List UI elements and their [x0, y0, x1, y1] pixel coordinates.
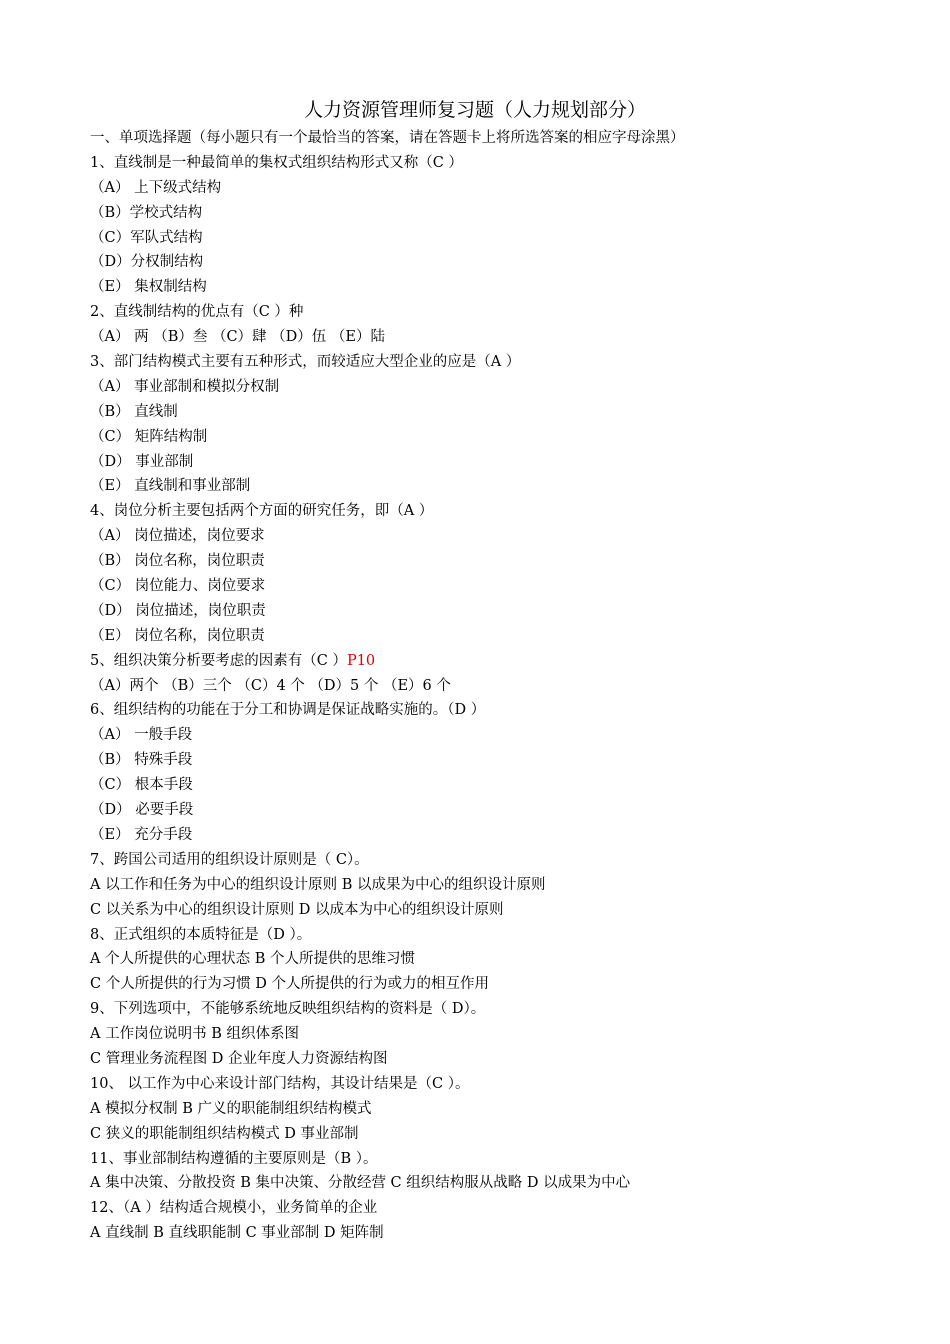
line-text: 5、组织决策分析要考虑的因素有（C ） — [90, 652, 347, 669]
line-text: （C） 矩阵结构制 — [90, 428, 208, 445]
line-text: C 管理业务流程图 D 企业年度人力资源结构图 — [90, 1050, 388, 1067]
document-line — [90, 499, 920, 524]
document-line — [90, 1122, 920, 1147]
document-line — [90, 898, 920, 923]
line-text: 8、正式组织的本质特征是（D ）。 — [90, 926, 312, 943]
line-text: A 以工作和任务为中心的组织设计原则 B 以成果为中心的组织设计原则 — [90, 876, 546, 893]
line-text: （C） 岗位能力、岗位要求 — [90, 578, 266, 595]
document-line — [90, 624, 920, 649]
line-text: A 个人所提供的心理状态 B 个人所提供的思维习惯 — [90, 951, 415, 968]
line-text: （D） 事业部制 — [90, 453, 194, 470]
document-line — [90, 823, 920, 848]
document-line — [90, 1097, 920, 1122]
document-line — [90, 350, 920, 375]
line-text: A 集中决策、分散投资 B 集中决策、分散经营 C 组织结构服从战略 D 以成果为中心 — [90, 1175, 631, 1192]
line-text: （B） 直线制 — [90, 403, 178, 420]
document-line — [90, 375, 920, 400]
line-text: 4、岗位分析主要包括两个方面的研究任务，即（A ） — [90, 503, 434, 520]
document-line — [90, 524, 920, 549]
document-line — [90, 649, 920, 674]
document-line — [90, 947, 920, 972]
line-text: 6、组织结构的功能在于分工和协调是保证战略实施的。（D ） — [90, 702, 486, 719]
page-reference-note: P10 — [346, 652, 376, 669]
line-text: （D）分权制结构 — [90, 254, 204, 271]
line-text: （E） 充分手段 — [90, 826, 193, 843]
document-line — [90, 773, 920, 798]
line-text: （A） 一般手段 — [90, 727, 193, 744]
line-text: （B）学校式结构 — [90, 204, 203, 221]
document-line — [90, 275, 920, 300]
document-line — [90, 923, 920, 948]
line-text: （D） 必要手段 — [90, 802, 194, 819]
line-text: 11、事业部制结构遵循的主要原则是（B ）。 — [90, 1150, 378, 1167]
document-line — [90, 723, 920, 748]
line-text: （D） 岗位描述，岗位职责 — [90, 602, 266, 619]
line-text: 9、下列选项中，不能够系统地反映组织结构的资料是（ D）。 — [90, 1001, 486, 1018]
document-line — [90, 997, 920, 1022]
line-text: A 工作岗位说明书 B 组织体系图 — [90, 1026, 299, 1043]
line-text: （B） 特殊手段 — [90, 752, 193, 769]
document-line — [90, 1047, 920, 1072]
line-text: （A） 事业部制和模拟分权制 — [90, 378, 280, 395]
line-text: （C） 根本手段 — [90, 777, 193, 794]
line-text: C 以关系为中心的组织设计原则 D 以成本为中心的组织设计原则 — [90, 901, 504, 918]
line-text: 3、部门结构模式主要有五种形式，而较适应大型企业的应是（A ） — [90, 354, 521, 371]
document-line — [90, 1147, 920, 1172]
document-line — [90, 873, 920, 898]
line-text: （C）军队式结构 — [90, 229, 203, 246]
line-text: 2、直线制结构的优点有（C ）种 — [90, 304, 304, 321]
document-line — [90, 425, 920, 450]
line-text: （B） 岗位名称，岗位职责 — [90, 553, 265, 570]
document-line — [90, 674, 920, 699]
document-line — [90, 1072, 920, 1097]
document-line — [90, 250, 920, 275]
document-line — [90, 226, 920, 251]
document-line — [90, 1221, 920, 1246]
document-line — [90, 848, 920, 873]
line-text: （A） 岗位描述，岗位要求 — [90, 528, 265, 545]
line-text: C 狭义的职能制组织结构模式 D 事业部制 — [90, 1125, 359, 1142]
line-text: 10、 以工作为中心来设计部门结构，其设计结果是（C ）。 — [90, 1075, 470, 1092]
line-text: （A） 上下级式结构 — [90, 179, 222, 196]
document-body — [90, 126, 920, 1246]
document-line — [90, 698, 920, 723]
line-text: （E） 集权制结构 — [90, 279, 207, 296]
line-text: A 模拟分权制 B 广义的职能制组织结构模式 — [90, 1100, 372, 1117]
line-text: C 个人所提供的行为习惯 D 个人所提供的行为或力的相互作用 — [90, 976, 490, 993]
line-text: A 直线制 B 直线职能制 C 事业部制 D 矩阵制 — [90, 1225, 384, 1242]
line-text: 12、（A ）结构适合规模小，业务简单的企业 — [90, 1200, 378, 1217]
document-line — [90, 1171, 920, 1196]
document-line — [90, 798, 920, 823]
line-text: 一、单项选择题（每小题只有一个最恰当的答案，请在答题卡上将所选答案的相应字母涂黑） — [90, 130, 685, 146]
document-line — [90, 325, 920, 350]
document-line — [90, 176, 920, 201]
document-line — [90, 599, 920, 624]
document-line — [90, 574, 920, 599]
document-line — [90, 151, 920, 176]
document-line — [90, 400, 920, 425]
document-line — [90, 972, 920, 997]
line-text: 1、直线制是一种最简单的集权式组织结构形式又称（C ） — [90, 154, 463, 171]
line-text: （A） 两 （B）叁 （C）肆 （D）伍 （E）陆 — [90, 329, 385, 346]
line-text: （E） 岗位名称，岗位职责 — [90, 627, 265, 644]
document-line — [90, 1196, 920, 1221]
document-line — [90, 1022, 920, 1047]
document-line — [90, 474, 920, 499]
line-text: （A）两个 （B）三个 （C）4 个 （D）5 个 （E）6 个 — [90, 677, 451, 694]
document-line — [90, 549, 920, 574]
line-text: 7、跨国公司适用的组织设计原则是（ C）。 — [90, 851, 369, 868]
document-line — [90, 300, 920, 325]
document-title: 人力资源管理师复习题（人力规划部分） — [303, 99, 646, 121]
document-line — [90, 201, 920, 226]
line-text: （E） 直线制和事业部制 — [90, 478, 251, 495]
document-line — [90, 748, 920, 773]
document-line — [90, 450, 920, 475]
document-line — [90, 126, 920, 151]
